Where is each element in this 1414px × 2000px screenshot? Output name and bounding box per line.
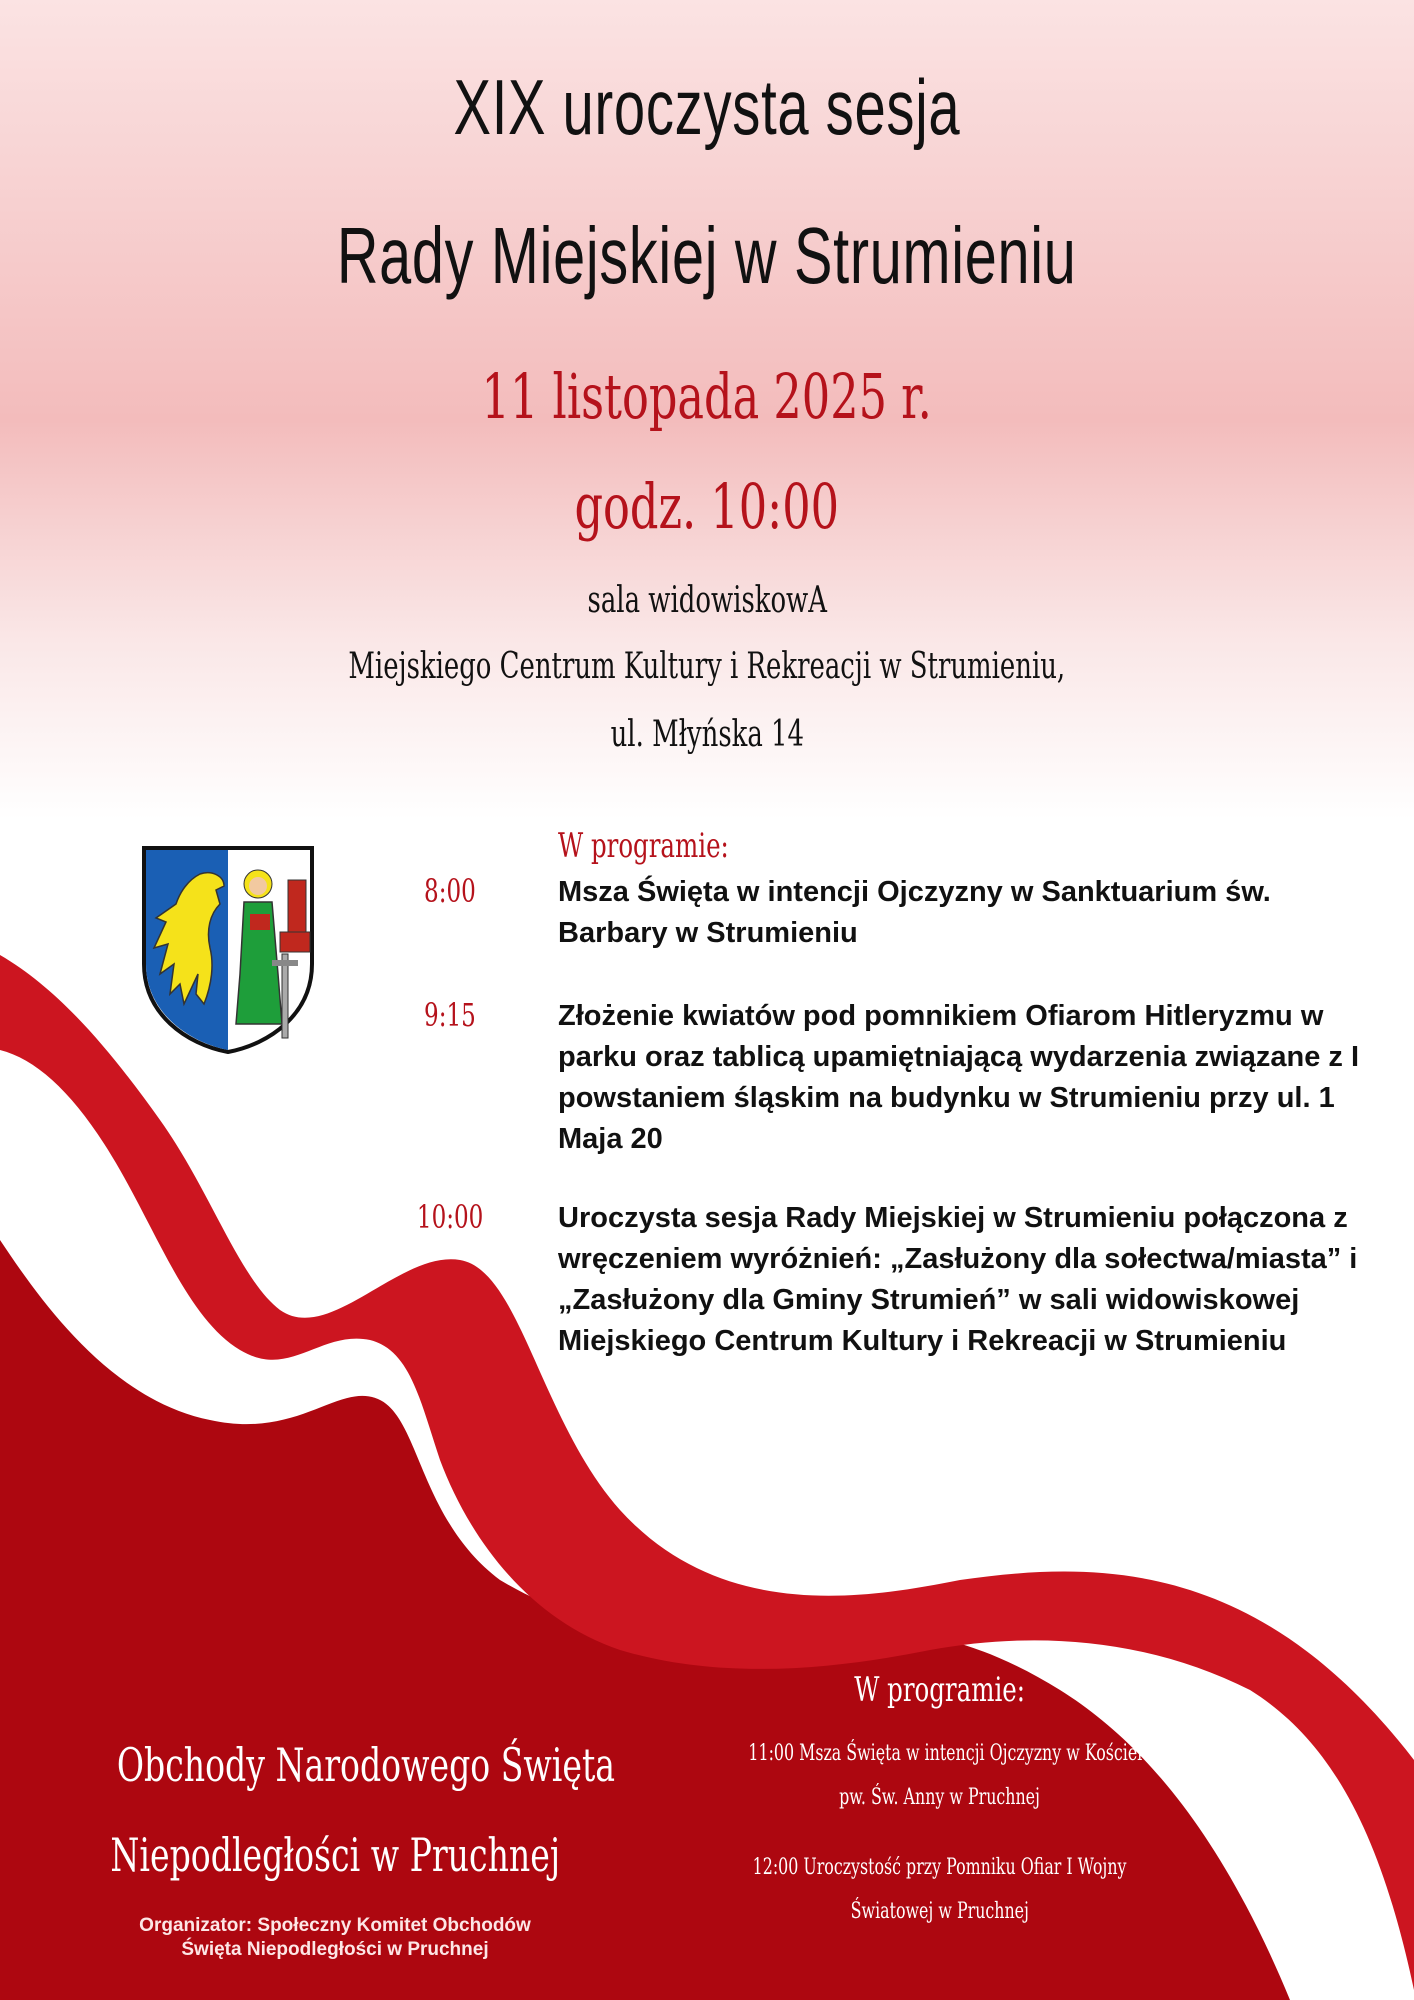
venue-line-2: Miejskiego Centrum Kultury i Rekreacji w Strumieniu, (348, 646, 1066, 687)
title-line-1: XIX uroczysta sesja (453, 63, 961, 151)
organizer-line-1: Organizator: Społeczny Komitet Obchodów (139, 1915, 531, 1936)
title-line-2: Rady Miejskiej w Strumieniu (337, 211, 1077, 300)
pruchna-program-heading: W programie: (854, 1670, 1026, 1710)
program-time-2: 9:15 (424, 996, 476, 1034)
pruchna-program (670, 1670, 1210, 1960)
pruchna-program-item-2: 12:00 Uroczystość przy Pomniku Ofiar I Wojny Światowej w Pruchnej (753, 1855, 1127, 1924)
pruchna-title-block (20, 1720, 650, 1962)
event-date: 11 listopada 2025 r. (481, 360, 933, 433)
pruchna-program-item-1: 11:00 Msza Święta w intencji Ojczyzny w Kościele pw. Św. Anny w Pruchnej (748, 1741, 1152, 1810)
event-time: godz. 10:00 (574, 470, 840, 543)
pruchna-title-line-1: Obchody Narodowego Święta (116, 1738, 616, 1792)
program-description-2: Złożenie kwiatów pod pomnikiem Ofiarom Hitleryzmu w parku oraz tablicą upamiętniającą wydarzenia związane z I powstaniem śląskim na budynku w Strumieniu przy ul. 1 Maja 20 (558, 1000, 1360, 1155)
organizer-line-2: Święta Niepodległości w Pruchnej (181, 1939, 489, 1960)
organizer-text (20, 1914, 650, 1962)
program-time-3: 10:00 (416, 1198, 484, 1236)
program-heading: W programie: (558, 826, 729, 866)
venue-line-3: ul. Młyńska 14 (610, 714, 804, 755)
program-description-3: Uroczysta sesja Rady Miejskiej w Strumieniu połączona z wręczeniem wyróżnień: „Zasłużony dla sołectwa/miasta” i „Zasłużony dla Gminy Strumień” w sali widowiskowej Miejskiego Centrum Kultury i Rekreacji w Strumieniu (558, 1202, 1358, 1357)
venue-line-1: sala widowiskowA (587, 580, 827, 621)
pruchna-title-line-2: Niepodległości w Pruchnej (110, 1828, 560, 1882)
program-description-1: Msza Święta w intencji Ojczyzny w Sanktuarium św. Barbary w Strumieniu (558, 876, 1271, 949)
program-time-1: 8:00 (424, 872, 476, 910)
strumien-coat-of-arms-icon (140, 844, 316, 1056)
